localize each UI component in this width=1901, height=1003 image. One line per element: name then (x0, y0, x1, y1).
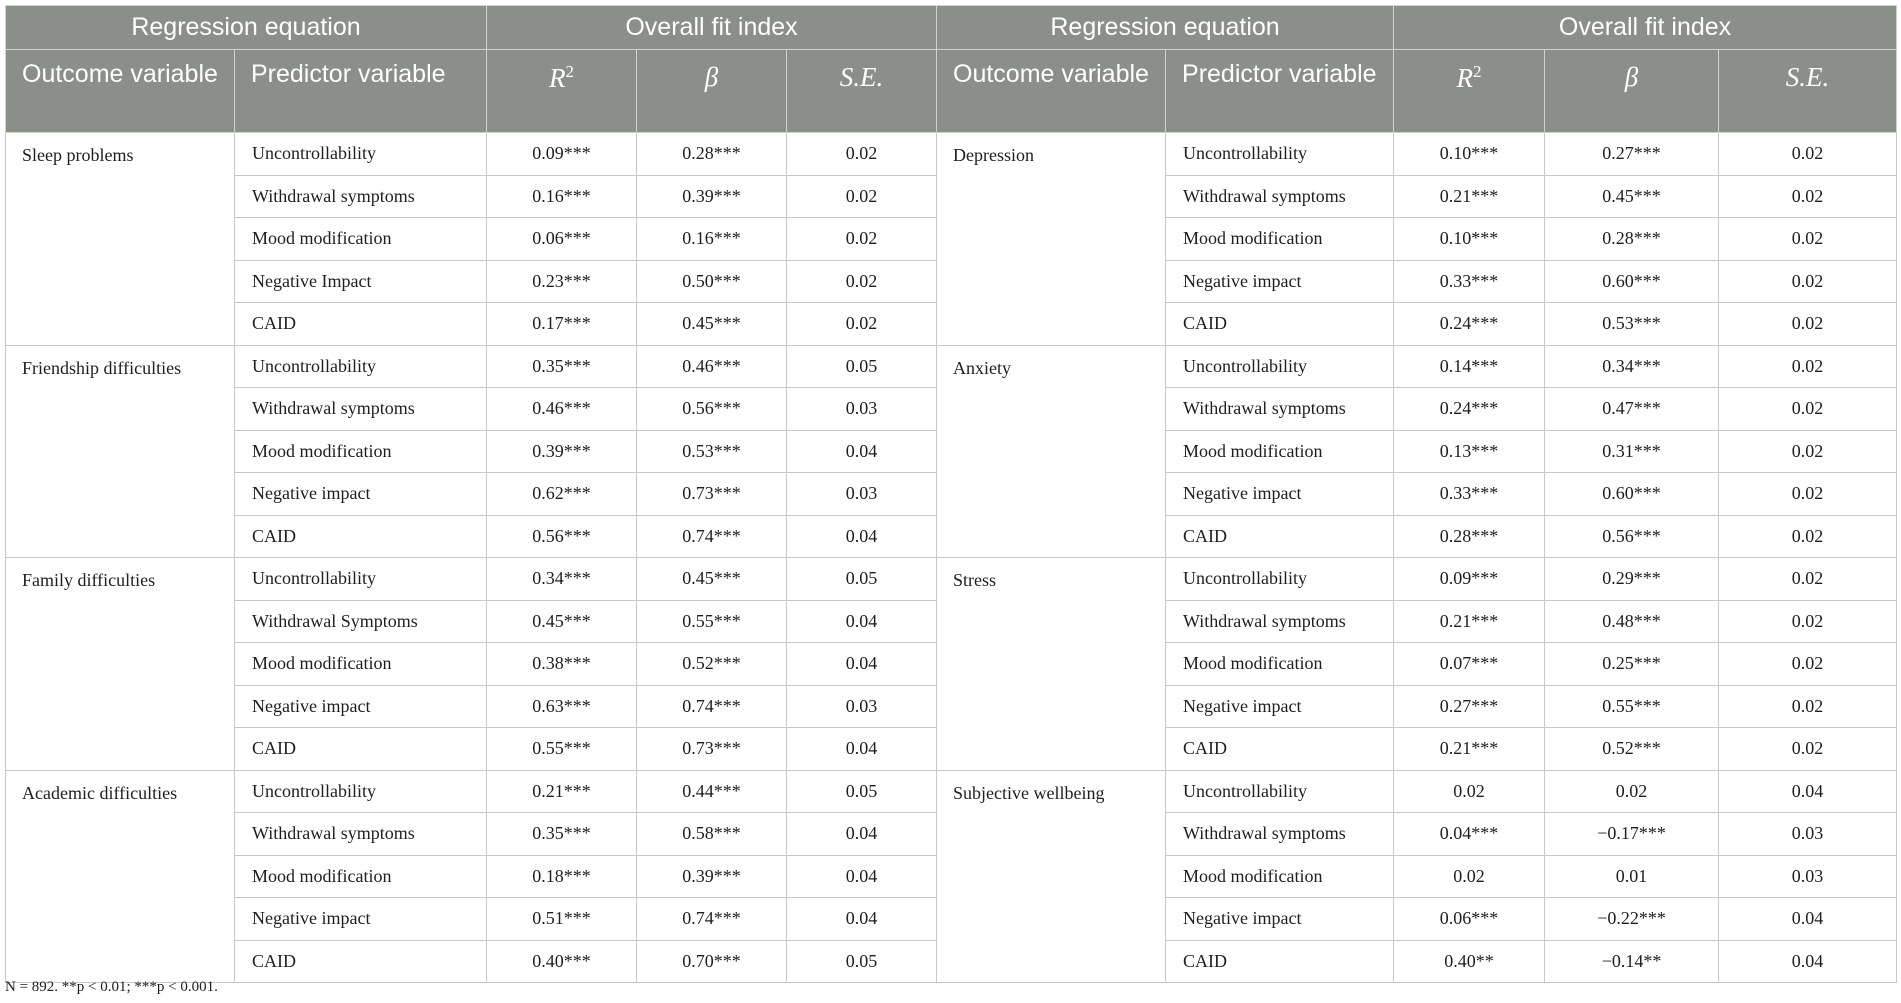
outcome-variable-left: Friendship difficulties (6, 345, 235, 558)
predictor-variable-right: Negative impact (1166, 260, 1394, 303)
se-value-right: 0.02 (1719, 515, 1897, 558)
outcome-variable-right: Stress (937, 558, 1166, 771)
se-value-right: 0.02 (1719, 133, 1897, 176)
se-value-right: 0.02 (1719, 600, 1897, 643)
r2-value-right: 0.24*** (1394, 388, 1545, 431)
predictor-variable-left: Withdrawal symptoms (235, 813, 487, 856)
r2-value-right: 0.21*** (1394, 175, 1545, 218)
se-value-left: 0.04 (787, 515, 937, 558)
beta-value-left: 0.50*** (637, 260, 787, 303)
beta-value-right: 0.29*** (1545, 558, 1719, 601)
table-row (6, 558, 1897, 601)
beta-value-right: −0.17*** (1545, 813, 1719, 856)
r2-value-right: 0.10*** (1394, 133, 1545, 176)
se-value-right: 0.02 (1719, 303, 1897, 346)
predictor-variable-right: Mood modification (1166, 218, 1394, 261)
predictor-variable-right: Uncontrollability (1166, 770, 1394, 813)
r2-base-label: R (1456, 63, 1474, 93)
se-value-right: 0.02 (1719, 218, 1897, 261)
header-se-left: S.E. (787, 50, 937, 133)
predictor-variable-left: Uncontrollability (235, 558, 487, 601)
beta-value-right: 0.28*** (1545, 218, 1719, 261)
beta-value-right: 0.25*** (1545, 643, 1719, 686)
se-value-left: 0.04 (787, 813, 937, 856)
r2-value-left: 0.46*** (487, 388, 637, 431)
se-value-left: 0.02 (787, 175, 937, 218)
outcome-variable-left: Family difficulties (6, 558, 235, 771)
predictor-variable-left: Negative impact (235, 898, 487, 941)
predictor-variable-right: Negative impact (1166, 685, 1394, 728)
se-value-right: 0.04 (1719, 898, 1897, 941)
r2-value-right: 0.13*** (1394, 430, 1545, 473)
header-regression-equation-right: Regression equation (937, 6, 1394, 50)
beta-value-right: 0.53*** (1545, 303, 1719, 346)
se-value-left: 0.02 (787, 133, 937, 176)
table-row (6, 133, 1897, 176)
beta-value-right: 0.56*** (1545, 515, 1719, 558)
predictor-variable-right: Withdrawal symptoms (1166, 600, 1394, 643)
table-footnote: N = 892. **p < 0.01; ***p < 0.001. (5, 979, 218, 995)
r2-value-right: 0.27*** (1394, 685, 1545, 728)
table-row (6, 345, 1897, 388)
beta-value-right: 0.55*** (1545, 685, 1719, 728)
r2-value-left: 0.06*** (487, 218, 637, 261)
beta-value-left: 0.74*** (637, 515, 787, 558)
outcome-variable-right: Subjective wellbeing (937, 770, 1166, 983)
outcome-variable-right: Depression (937, 133, 1166, 346)
se-value-right: 0.02 (1719, 345, 1897, 388)
r2-value-right: 0.21*** (1394, 600, 1545, 643)
beta-value-right: 0.31*** (1545, 430, 1719, 473)
outcome-variable-left: Sleep problems (6, 133, 235, 346)
r2-value-left: 0.55*** (487, 728, 637, 771)
r2-value-left: 0.21*** (487, 770, 637, 813)
beta-value-left: 0.70*** (637, 940, 787, 983)
r2-value-left: 0.45*** (487, 600, 637, 643)
beta-value-left: 0.44*** (637, 770, 787, 813)
se-value-right: 0.04 (1719, 770, 1897, 813)
predictor-variable-left: Withdrawal Symptoms (235, 600, 487, 643)
beta-value-right: −0.14** (1545, 940, 1719, 983)
header-beta-left: β (637, 50, 787, 133)
predictor-variable-left: Negative impact (235, 473, 487, 516)
beta-value-left: 0.74*** (637, 898, 787, 941)
r2-base-label: R (549, 63, 566, 93)
predictor-variable-right: Withdrawal symptoms (1166, 175, 1394, 218)
beta-value-right: 0.48*** (1545, 600, 1719, 643)
se-value-right: 0.02 (1719, 473, 1897, 516)
predictor-variable-right: Negative impact (1166, 898, 1394, 941)
r2-value-right: 0.02 (1394, 855, 1545, 898)
r2-superscript: 2 (565, 62, 575, 81)
se-value-left: 0.04 (787, 600, 937, 643)
predictor-variable-left: Mood modification (235, 855, 487, 898)
beta-value-left: 0.16*** (637, 218, 787, 261)
beta-value-right: 0.45*** (1545, 175, 1719, 218)
se-value-left: 0.04 (787, 728, 937, 771)
r2-value-left: 0.23*** (487, 260, 637, 303)
predictor-variable-right: Withdrawal symptoms (1166, 813, 1394, 856)
beta-value-right: 0.60*** (1545, 473, 1719, 516)
se-value-left: 0.02 (787, 303, 937, 346)
table-container (5, 5, 1896, 983)
predictor-variable-left: Uncontrollability (235, 133, 487, 176)
outcome-variable-right: Anxiety (937, 345, 1166, 558)
beta-value-left: 0.55*** (637, 600, 787, 643)
beta-value-right: 0.47*** (1545, 388, 1719, 431)
beta-value-right: −0.22*** (1545, 898, 1719, 941)
r2-value-right: 0.07*** (1394, 643, 1545, 686)
predictor-variable-right: Mood modification (1166, 855, 1394, 898)
se-value-right: 0.02 (1719, 175, 1897, 218)
beta-value-left: 0.45*** (637, 558, 787, 601)
r2-value-right: 0.06*** (1394, 898, 1545, 941)
se-value-right: 0.02 (1719, 388, 1897, 431)
header-overall-fit-right: Overall fit index (1394, 6, 1897, 50)
predictor-variable-left: Mood modification (235, 643, 487, 686)
r2-value-left: 0.34*** (487, 558, 637, 601)
se-value-left: 0.05 (787, 940, 937, 983)
predictor-variable-right: Withdrawal symptoms (1166, 388, 1394, 431)
r2-value-right: 0.21*** (1394, 728, 1545, 771)
beta-value-left: 0.52*** (637, 643, 787, 686)
r2-value-left: 0.39*** (487, 430, 637, 473)
predictor-variable-right: Negative impact (1166, 473, 1394, 516)
predictor-variable-right: CAID (1166, 728, 1394, 771)
se-value-right: 0.03 (1719, 813, 1897, 856)
beta-value-left: 0.74*** (637, 685, 787, 728)
beta-value-left: 0.39*** (637, 855, 787, 898)
r2-value-right: 0.14*** (1394, 345, 1545, 388)
header-regression-equation-left: Regression equation (6, 6, 487, 50)
r2-value-right: 0.24*** (1394, 303, 1545, 346)
predictor-variable-left: CAID (235, 303, 487, 346)
beta-value-left: 0.73*** (637, 728, 787, 771)
predictor-variable-right: Uncontrollability (1166, 345, 1394, 388)
beta-value-left: 0.39*** (637, 175, 787, 218)
r2-value-right: 0.40** (1394, 940, 1545, 983)
beta-value-left: 0.46*** (637, 345, 787, 388)
beta-value-left: 0.28*** (637, 133, 787, 176)
se-value-right: 0.02 (1719, 430, 1897, 473)
beta-value-right: 0.27*** (1545, 133, 1719, 176)
header-outcome-variable-left: Outcome variable (6, 50, 235, 133)
se-value-right: 0.02 (1719, 685, 1897, 728)
r2-value-right: 0.04*** (1394, 813, 1545, 856)
se-value-left: 0.05 (787, 558, 937, 601)
r2-value-left: 0.18*** (487, 855, 637, 898)
r2-superscript: 2 (1473, 62, 1482, 81)
r2-value-left: 0.09*** (487, 133, 637, 176)
beta-value-left: 0.73*** (637, 473, 787, 516)
table-row (6, 770, 1897, 813)
r2-value-right: 0.10*** (1394, 218, 1545, 261)
beta-value-right: 0.02 (1545, 770, 1719, 813)
se-value-right: 0.04 (1719, 940, 1897, 983)
header-r2-right (1394, 50, 1545, 133)
r2-value-left: 0.16*** (487, 175, 637, 218)
predictor-variable-right: Uncontrollability (1166, 558, 1394, 601)
predictor-variable-right: CAID (1166, 940, 1394, 983)
header-predictor-variable-left: Predictor variable (235, 50, 487, 133)
se-value-right: 0.02 (1719, 558, 1897, 601)
r2-value-left: 0.38*** (487, 643, 637, 686)
se-value-left: 0.04 (787, 643, 937, 686)
predictor-variable-left: CAID (235, 728, 487, 771)
predictor-variable-left: Uncontrollability (235, 345, 487, 388)
header-predictor-variable-right: Predictor variable (1166, 50, 1394, 133)
r2-value-right: 0.33*** (1394, 260, 1545, 303)
predictor-variable-right: Mood modification (1166, 430, 1394, 473)
se-value-right: 0.02 (1719, 260, 1897, 303)
se-value-left: 0.02 (787, 260, 937, 303)
r2-value-left: 0.17*** (487, 303, 637, 346)
se-value-right: 0.02 (1719, 643, 1897, 686)
predictor-variable-left: CAID (235, 515, 487, 558)
se-value-right: 0.03 (1719, 855, 1897, 898)
beta-value-right: 0.01 (1545, 855, 1719, 898)
r2-value-left: 0.51*** (487, 898, 637, 941)
header-beta-right: β (1545, 50, 1719, 133)
r2-value-left: 0.35*** (487, 345, 637, 388)
predictor-variable-right: CAID (1166, 303, 1394, 346)
predictor-variable-right: Uncontrollability (1166, 133, 1394, 176)
beta-value-right: 0.34*** (1545, 345, 1719, 388)
header-outcome-variable-right: Outcome variable (937, 50, 1166, 133)
se-value-left: 0.03 (787, 473, 937, 516)
se-value-left: 0.05 (787, 770, 937, 813)
r2-value-right: 0.28*** (1394, 515, 1545, 558)
predictor-variable-right: CAID (1166, 515, 1394, 558)
predictor-variable-left: Mood modification (235, 218, 487, 261)
r2-value-left: 0.40*** (487, 940, 637, 983)
predictor-variable-left: Negative impact (235, 685, 487, 728)
se-value-left: 0.04 (787, 855, 937, 898)
r2-value-left: 0.62*** (487, 473, 637, 516)
r2-value-left: 0.56*** (487, 515, 637, 558)
se-value-left: 0.05 (787, 345, 937, 388)
table-body (6, 133, 1897, 983)
se-value-left: 0.03 (787, 388, 937, 431)
se-value-right: 0.02 (1719, 728, 1897, 771)
r2-value-right: 0.02 (1394, 770, 1545, 813)
regression-table (5, 5, 1897, 983)
predictor-variable-left: Uncontrollability (235, 770, 487, 813)
se-value-left: 0.04 (787, 430, 937, 473)
predictor-variable-left: Withdrawal symptoms (235, 175, 487, 218)
beta-value-left: 0.45*** (637, 303, 787, 346)
beta-value-left: 0.53*** (637, 430, 787, 473)
header-r2-left (487, 50, 637, 133)
header-overall-fit-left: Overall fit index (487, 6, 937, 50)
predictor-variable-left: CAID (235, 940, 487, 983)
r2-value-left: 0.63*** (487, 685, 637, 728)
r2-value-left: 0.35*** (487, 813, 637, 856)
r2-value-right: 0.33*** (1394, 473, 1545, 516)
r2-value-right: 0.09*** (1394, 558, 1545, 601)
se-value-left: 0.03 (787, 685, 937, 728)
se-value-left: 0.02 (787, 218, 937, 261)
predictor-variable-left: Negative Impact (235, 260, 487, 303)
predictor-variable-right: Mood modification (1166, 643, 1394, 686)
beta-value-right: 0.52*** (1545, 728, 1719, 771)
se-value-left: 0.04 (787, 898, 937, 941)
beta-value-left: 0.58*** (637, 813, 787, 856)
outcome-variable-left: Academic difficulties (6, 770, 235, 983)
predictor-variable-left: Mood modification (235, 430, 487, 473)
beta-value-right: 0.60*** (1545, 260, 1719, 303)
beta-value-left: 0.56*** (637, 388, 787, 431)
header-se-right: S.E. (1719, 50, 1897, 133)
predictor-variable-left: Withdrawal symptoms (235, 388, 487, 431)
